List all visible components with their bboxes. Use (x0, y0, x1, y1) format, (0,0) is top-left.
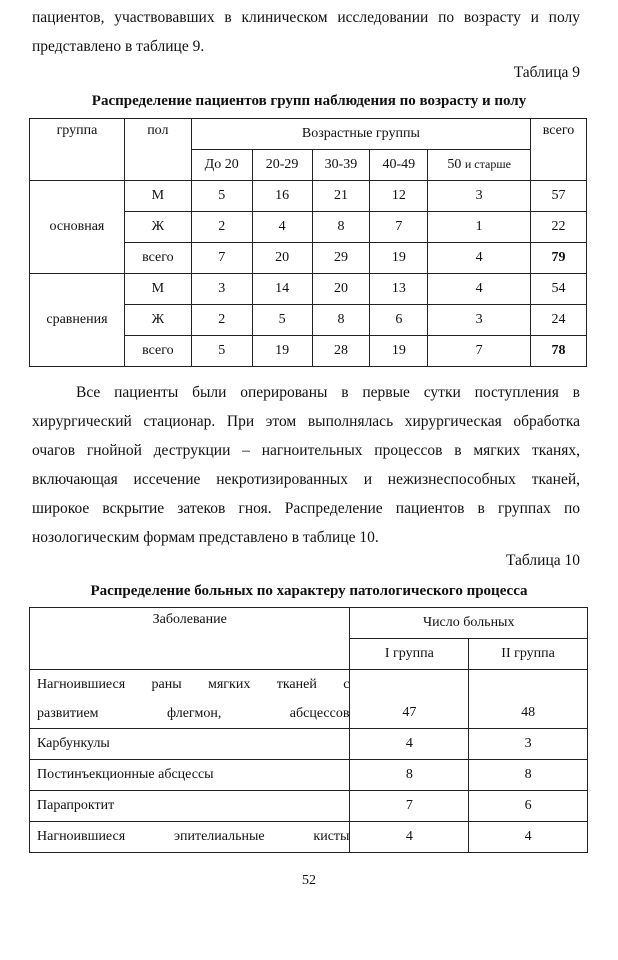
t9-age-col: 40-49 (370, 150, 428, 181)
t9-cell: 20 (312, 274, 370, 305)
t9-cell: 4 (428, 274, 531, 305)
t10-disease-name (30, 670, 350, 729)
t9-cell: 2 (191, 305, 252, 336)
t10-group2-value: 4 (469, 822, 588, 853)
t9-cell: 7 (428, 336, 531, 367)
t9-total: 22 (531, 212, 587, 243)
t9-grand-total: 78 (531, 336, 587, 367)
t9-cell: 5 (191, 336, 252, 367)
t9-cell: 7 (191, 243, 252, 274)
t10-disease-name: Постинъекционные абсцессы (30, 760, 350, 791)
table10 (29, 607, 588, 853)
t9-cell: 7 (370, 212, 428, 243)
table9-caption: Распределение пациентов групп наблюдения по возрасту и полу (91, 93, 527, 109)
t9-age-col: 30-39 (312, 150, 370, 181)
table10-number: Таблица 10 (505, 552, 580, 569)
intro-paragraph: пациентов, участвовавших в клиническом исследовании по возрасту и полу представлено в таблице 9. (32, 9, 580, 55)
t9-cell: 19 (370, 243, 428, 274)
t10-group1-value: 4 (350, 729, 469, 760)
t9-head-sex: пол (124, 119, 191, 181)
t10-group1-value: 8 (350, 760, 469, 791)
t9-age-col: 20-29 (252, 150, 312, 181)
t10-disease-line2: развитием флегмон, абсцессов (37, 706, 350, 721)
t10-head-disease: Заболевание (30, 608, 350, 670)
t9-sex: Ж (124, 305, 191, 336)
t9-cell: 3 (191, 274, 252, 305)
t9-head-ages: Возрастные группы (191, 119, 530, 150)
t9-age-last-num: 50 (447, 157, 462, 172)
t10-group1-value: 4 (350, 822, 469, 853)
t9-total: 54 (531, 274, 587, 305)
t9-cell: 4 (252, 212, 312, 243)
t9-head-total: всего (531, 119, 587, 181)
t9-cell: 8 (312, 305, 370, 336)
t10-disease-name: Нагноившиеся эпителиальные кисты (30, 822, 350, 853)
t9-cell: 29 (312, 243, 370, 274)
t9-grand-total: 79 (531, 243, 587, 274)
t9-cell: 19 (370, 336, 428, 367)
t9-cell: 2 (191, 212, 252, 243)
page-number: 52 (302, 873, 316, 888)
table10-caption: Распределение больных по характеру патологического процесса (90, 583, 528, 599)
t10-group1-value: 47 (350, 670, 469, 729)
t9-cell: 5 (252, 305, 312, 336)
t9-age-col-last (428, 150, 531, 181)
t9-cell: 1 (428, 212, 531, 243)
t9-cell: 12 (370, 181, 428, 212)
t9-cell: 19 (252, 336, 312, 367)
t9-cell: 13 (370, 274, 428, 305)
t9-cell: 6 (370, 305, 428, 336)
t10-group2-value: 6 (469, 791, 588, 822)
t10-group1-value: 7 (350, 791, 469, 822)
t9-cell: 16 (252, 181, 312, 212)
t9-sex: всего (124, 336, 191, 367)
t9-cell: 21 (312, 181, 370, 212)
t9-total: 24 (531, 305, 587, 336)
table9 (29, 118, 587, 367)
t9-cell: 3 (428, 305, 531, 336)
t9-age-last-word: и старше (464, 157, 511, 171)
t9-group-name: основная (30, 181, 125, 274)
t9-cell: 28 (312, 336, 370, 367)
t9-group-name: сравнения (30, 274, 125, 367)
t9-cell: 5 (191, 181, 252, 212)
t9-cell: 8 (312, 212, 370, 243)
t10-group2-value: 3 (469, 729, 588, 760)
t10-group2-value: 8 (469, 760, 588, 791)
table9-number: Таблица 9 (513, 64, 580, 81)
body-paragraph: Все пациенты были оперированы в первые сутки поступления в хирургический стационар. При этом выполнялась хирургическая обработка очагов гнойной деструкции – нагноительных процессов в мягких тканях, включающая иссечение некротизированных и нежизнеспособных тканей, широкое вскрытие затеков гноя. Распределение пациентов в группах по нозологическим формам представлено в таблице 10. (32, 384, 580, 546)
t10-head-group2: II группа (469, 639, 588, 670)
t9-sex: Ж (124, 212, 191, 243)
t9-head-group: группа (30, 119, 125, 181)
t10-group2-value: 48 (469, 670, 588, 729)
t9-age-col: До 20 (191, 150, 252, 181)
t10-disease-name: Парапроктит (30, 791, 350, 822)
t10-head-group1: I группа (350, 639, 469, 670)
t9-cell: 14 (252, 274, 312, 305)
t9-cell: 20 (252, 243, 312, 274)
t10-disease-line1: Нагноившиеся раны мягких тканей с (37, 677, 350, 692)
t9-cell: 4 (428, 243, 531, 274)
t10-head-count: Число больных (350, 608, 588, 639)
t9-cell: 3 (428, 181, 531, 212)
t9-total: 57 (531, 181, 587, 212)
t9-sex: всего (124, 243, 191, 274)
t9-sex: М (124, 181, 191, 212)
t10-disease-name: Карбункулы (30, 729, 350, 760)
t9-sex: М (124, 274, 191, 305)
